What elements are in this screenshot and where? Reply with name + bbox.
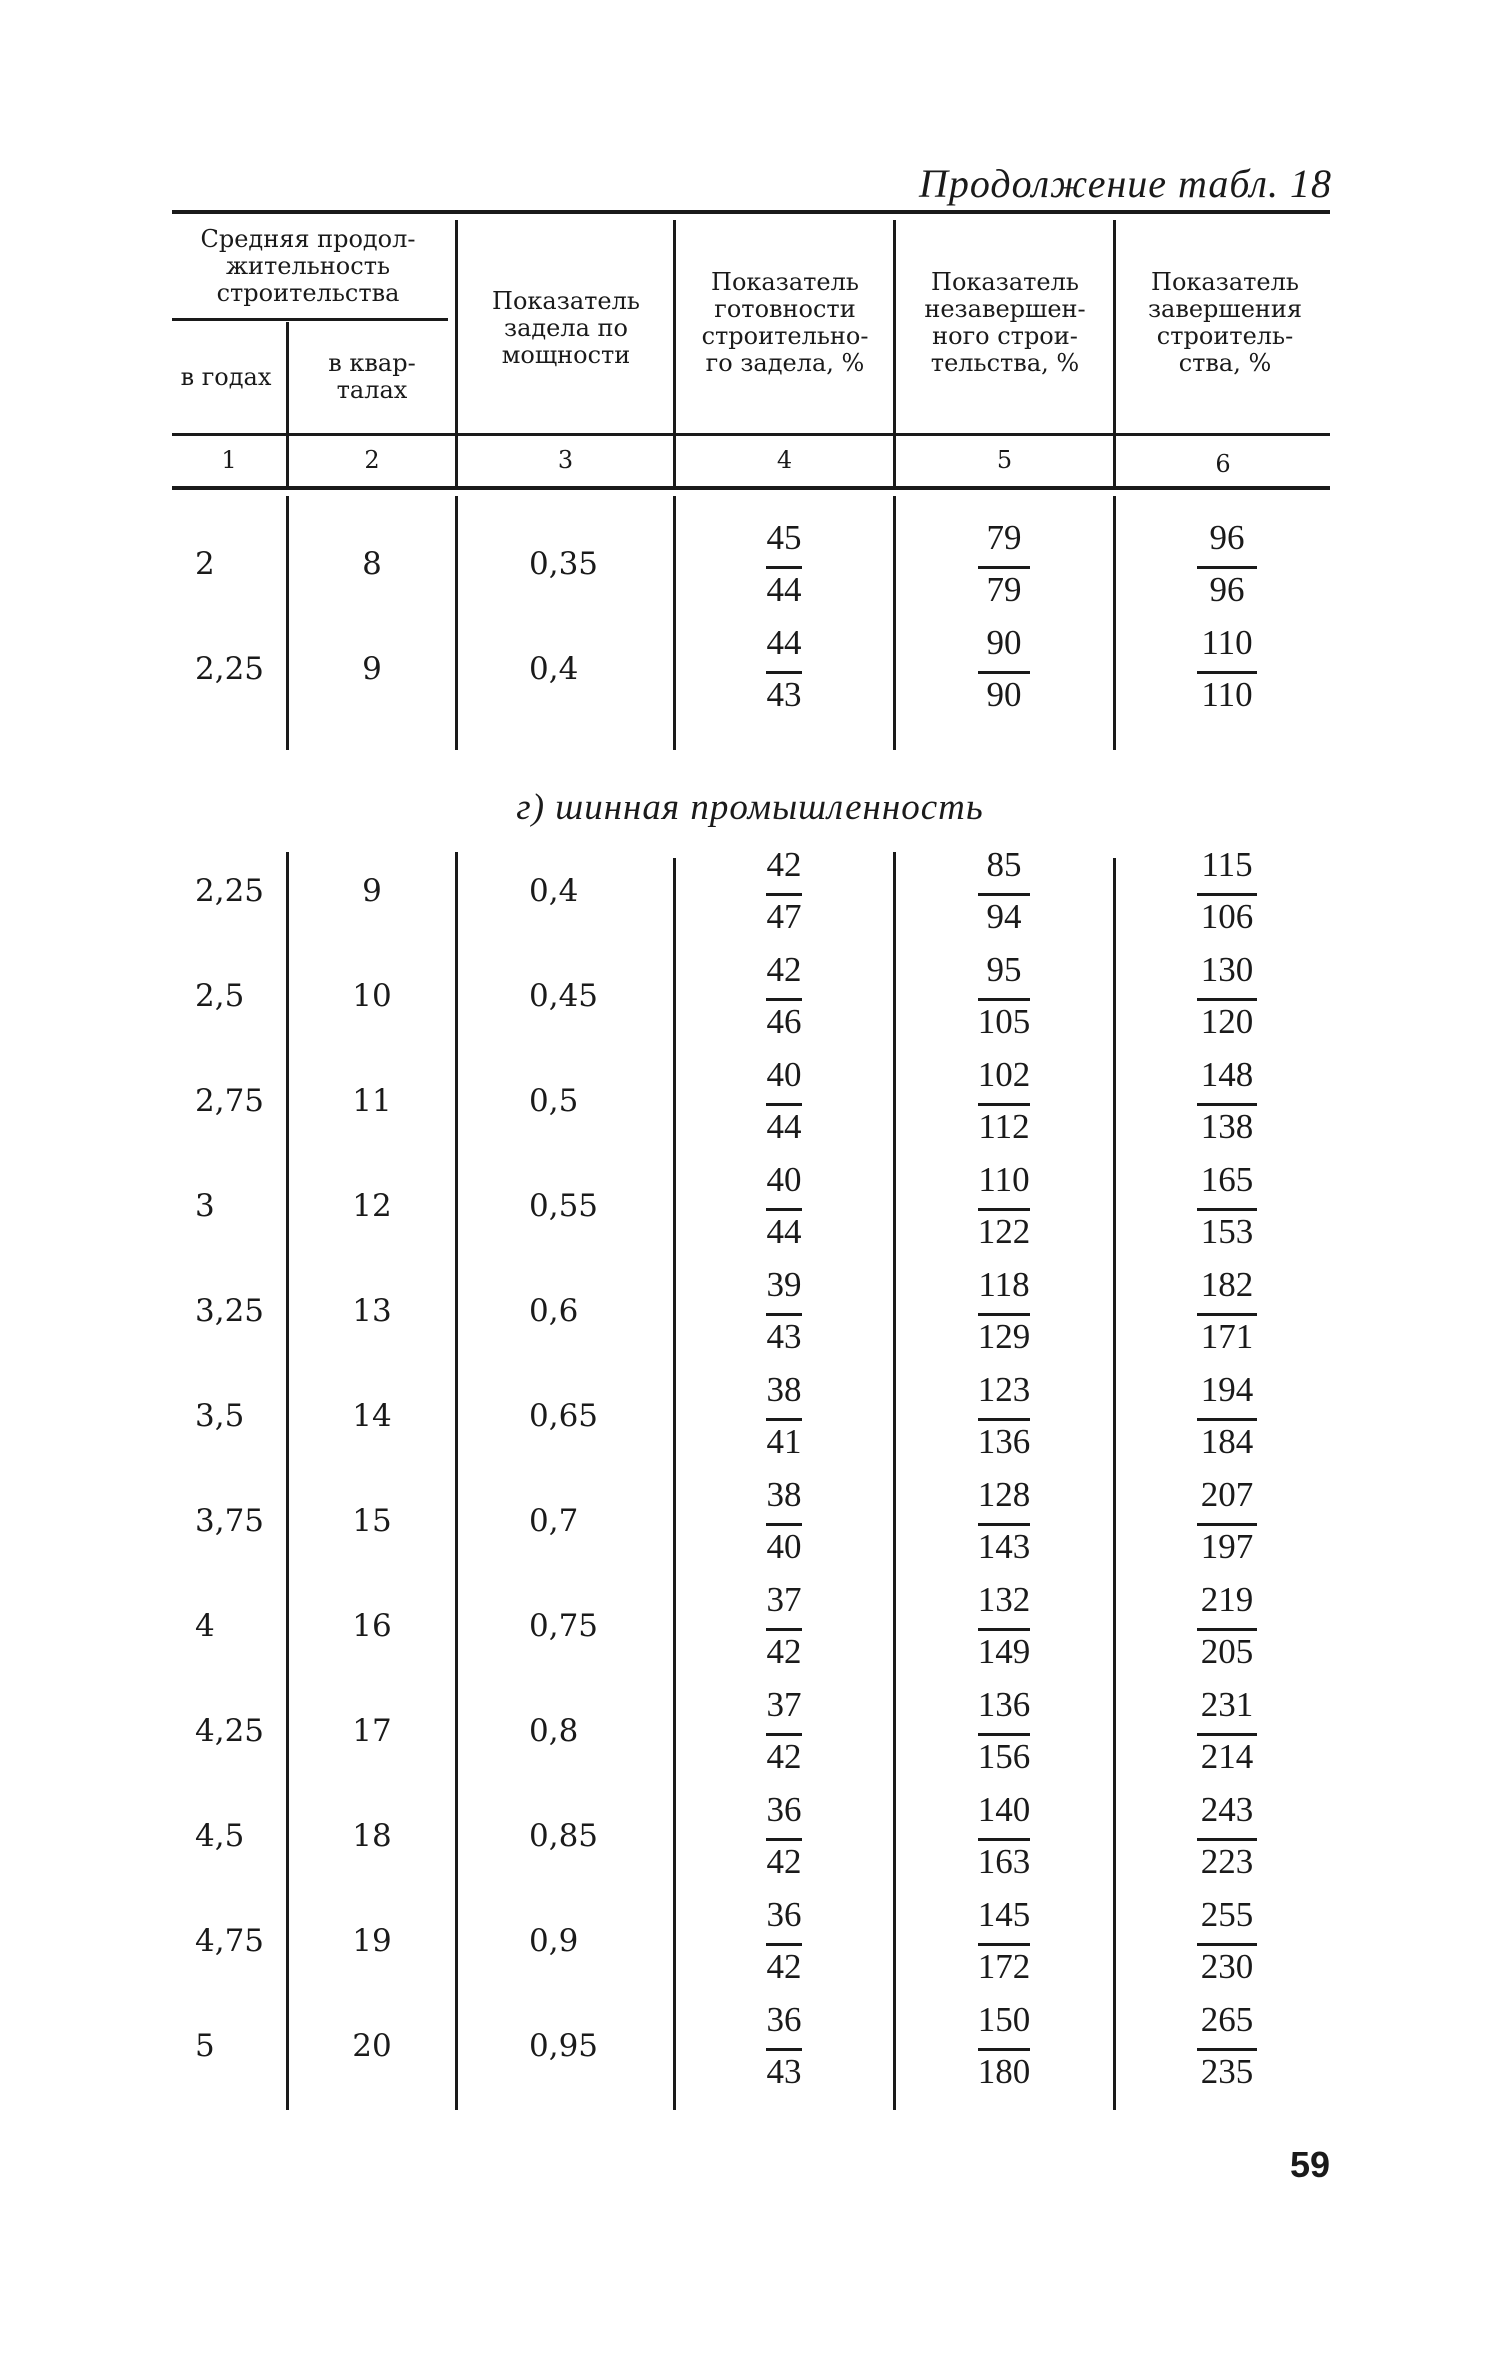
fraction-numerator: 40: [766, 1160, 802, 1199]
fraction-cell: [944, 1055, 1064, 1151]
fraction-numerator: 44: [766, 623, 802, 662]
years-cell: 4: [195, 1608, 215, 1644]
fraction-bar: [1197, 2048, 1257, 2051]
capacity-cell: 0,9: [529, 1923, 579, 1959]
fraction-numerator: 140: [977, 1790, 1031, 1829]
fraction-cell: [944, 1895, 1064, 1991]
years-cell: 3,25: [195, 1293, 265, 1329]
fraction-bar: [766, 671, 802, 674]
fraction-denominator: 138: [1200, 1107, 1254, 1146]
fraction-bar: [766, 893, 802, 896]
years-cell: 4,5: [195, 1818, 245, 1854]
fraction-denominator: 184: [1200, 1422, 1254, 1461]
header-quarters: в квар- талах: [328, 349, 416, 404]
fraction-cell: [944, 518, 1064, 614]
years-cell: 3: [195, 1188, 215, 1224]
fraction-cell: [724, 1580, 844, 1676]
header-unfinished: Показатель незавершен- ного строи- тельства, %: [924, 268, 1086, 377]
column-number: 1: [221, 446, 237, 474]
header-completion: Показатель завершения строитель- ства, %: [1147, 268, 1303, 377]
fraction-numerator: 145: [977, 1895, 1031, 1934]
capacity-cell: 0,8: [529, 1713, 579, 1749]
fraction-bar: [766, 1208, 802, 1211]
fraction-numerator: 243: [1200, 1790, 1254, 1829]
header-years: в годах: [180, 363, 272, 391]
fraction-denominator: 105: [977, 1002, 1031, 1041]
body-divider: [673, 496, 676, 750]
fraction-cell: [944, 1475, 1064, 1571]
column-number: 5: [996, 446, 1013, 474]
fraction-denominator: 172: [977, 1947, 1031, 1986]
fraction-denominator: 44: [766, 1212, 802, 1251]
fraction-denominator: 214: [1200, 1737, 1254, 1776]
colnum-top-rule: [172, 433, 1330, 436]
fraction-numerator: 110: [978, 1160, 1030, 1199]
fraction-cell: [944, 1580, 1064, 1676]
fraction-denominator: 153: [1200, 1212, 1254, 1251]
fraction-cell: [1167, 1685, 1287, 1781]
fraction-bar: [1197, 1943, 1257, 1946]
fraction-numerator: 150: [977, 2000, 1031, 2039]
fraction-denominator: 47: [766, 897, 802, 936]
page-number: 59: [1290, 2144, 1331, 2185]
capacity-cell: 0,55: [529, 1188, 599, 1224]
fraction-bar: [978, 1838, 1030, 1841]
fraction-denominator: 44: [766, 570, 802, 609]
fraction-cell: [724, 518, 844, 614]
fraction-bar: [1197, 1523, 1257, 1526]
fraction-bar: [978, 1628, 1030, 1631]
years-cell: 5: [195, 2028, 215, 2064]
fraction-numerator: 90: [986, 623, 1022, 662]
fraction-cell: [944, 1265, 1064, 1361]
fraction-bar: [766, 998, 802, 1001]
years-cell: 2,5: [195, 978, 245, 1014]
fraction-denominator: 90: [986, 675, 1022, 714]
fraction-numerator: 37: [766, 1580, 802, 1619]
column-number: 3: [557, 446, 574, 474]
fraction-cell: [944, 1685, 1064, 1781]
fraction-bar: [1197, 1838, 1257, 1841]
fraction-numerator: 95: [986, 950, 1022, 989]
fraction-numerator: 38: [766, 1475, 802, 1514]
fraction-denominator: 197: [1200, 1527, 1254, 1566]
fraction-cell: [1167, 845, 1287, 941]
quarters-cell: 17: [352, 1713, 392, 1749]
fraction-denominator: 106: [1200, 897, 1254, 936]
fraction-denominator: 163: [977, 1842, 1031, 1881]
fraction-numerator: 37: [766, 1685, 802, 1724]
fraction-cell: [1167, 1580, 1287, 1676]
fraction-bar: [978, 893, 1030, 896]
fraction-cell: [1167, 1370, 1287, 1466]
fraction-numerator: 128: [977, 1475, 1031, 1514]
section-title: г) шинная промышленность: [516, 787, 984, 828]
fraction-cell: [724, 1685, 844, 1781]
quarters-cell: 12: [352, 1188, 392, 1224]
capacity-cell: 0,85: [529, 1818, 599, 1854]
fraction-cell: [1167, 623, 1287, 719]
fraction-numerator: 36: [766, 1895, 802, 1934]
fraction-denominator: 223: [1200, 1842, 1254, 1881]
body-divider: [455, 852, 458, 2110]
fraction-denominator: 96: [1209, 570, 1245, 609]
fraction-cell: [724, 1370, 844, 1466]
fraction-bar: [978, 2048, 1030, 2051]
header-bottom-rule: [172, 486, 1330, 490]
fraction-denominator: 43: [766, 2052, 802, 2091]
fraction-cell: [944, 950, 1064, 1046]
fraction-bar: [1197, 893, 1257, 896]
fraction-numerator: 102: [977, 1055, 1031, 1094]
fraction-bar: [1197, 1418, 1257, 1421]
fraction-denominator: 205: [1200, 1632, 1254, 1671]
fraction-numerator: 148: [1200, 1055, 1254, 1094]
capacity-cell: 0,4: [529, 873, 579, 909]
fraction-bar: [766, 1103, 802, 1106]
fraction-numerator: 36: [766, 1790, 802, 1829]
fraction-cell: [724, 1265, 844, 1361]
quarters-cell: 15: [352, 1503, 392, 1539]
fraction-cell: [724, 1895, 844, 1991]
fraction-numerator: 118: [978, 1265, 1030, 1304]
fraction-denominator: 94: [986, 897, 1022, 936]
fraction-bar: [766, 1418, 802, 1421]
fraction-bar: [1197, 1733, 1257, 1736]
fraction-denominator: 143: [977, 1527, 1031, 1566]
quarters-cell: 11: [352, 1083, 392, 1119]
fraction-numerator: 207: [1200, 1475, 1254, 1514]
fraction-bar: [1197, 671, 1257, 674]
fraction-cell: [724, 1475, 844, 1571]
fraction-cell: [1167, 1790, 1287, 1886]
fraction-cell: [724, 1160, 844, 1256]
table-continuation-caption: Продолжение табл. 18: [918, 161, 1332, 206]
fraction-cell: [1167, 1895, 1287, 1991]
fraction-denominator: 136: [977, 1422, 1031, 1461]
capacity-cell: 0,75: [529, 1608, 599, 1644]
fraction-bar: [766, 1628, 802, 1631]
fraction-bar: [1197, 1208, 1257, 1211]
fraction-cell: [1167, 1055, 1287, 1151]
years-cell: 4,25: [195, 1713, 265, 1749]
capacity-cell: 0,4: [529, 651, 579, 687]
fraction-cell: [944, 845, 1064, 941]
column-number: 6: [1215, 450, 1231, 478]
fraction-numerator: 85: [986, 845, 1022, 884]
fraction-cell: [724, 2000, 844, 2096]
body-divider: [893, 496, 896, 750]
column-number: 4: [776, 446, 793, 474]
fraction-numerator: 42: [766, 845, 802, 884]
fraction-denominator: 42: [766, 1947, 802, 1986]
fraction-denominator: 120: [1200, 1002, 1254, 1041]
fraction-bar: [978, 1208, 1030, 1211]
fraction-numerator: 130: [1200, 950, 1254, 989]
fraction-bar: [1197, 1313, 1257, 1316]
table-top-rule: [172, 210, 1330, 214]
years-cell: 2,25: [195, 651, 265, 687]
fraction-denominator: 44: [766, 1107, 802, 1146]
fraction-denominator: 43: [766, 1317, 802, 1356]
fraction-bar: [766, 566, 802, 569]
fraction-numerator: 123: [977, 1370, 1031, 1409]
fraction-numerator: 40: [766, 1055, 802, 1094]
capacity-cell: 0,6: [529, 1293, 579, 1329]
fraction-numerator: 231: [1200, 1685, 1254, 1724]
fraction-denominator: 156: [977, 1737, 1031, 1776]
fraction-bar: [1197, 566, 1257, 569]
fraction-bar: [1197, 1628, 1257, 1631]
fraction-numerator: 194: [1200, 1370, 1254, 1409]
quarters-cell: 9: [362, 873, 382, 909]
fraction-numerator: 45: [766, 518, 802, 557]
fraction-numerator: 182: [1200, 1265, 1254, 1304]
fraction-denominator: 235: [1200, 2052, 1254, 2091]
fraction-cell: [1167, 1265, 1287, 1361]
capacity-cell: 0,35: [529, 546, 599, 582]
body-divider: [893, 852, 896, 2110]
column-number: 2: [364, 446, 380, 474]
quarters-cell: 20: [352, 2028, 392, 2064]
years-cell: 2,25: [195, 873, 265, 909]
fraction-denominator: 129: [977, 1317, 1031, 1356]
capacity-cell: 0,65: [529, 1398, 599, 1434]
years-cell: 2: [195, 546, 215, 582]
header-duration-group: Средняя продол- жительность строительства: [200, 225, 416, 307]
fraction-numerator: 36: [766, 2000, 802, 2039]
fraction-numerator: 132: [977, 1580, 1031, 1619]
fraction-denominator: 110: [1201, 675, 1253, 714]
fraction-denominator: 42: [766, 1737, 802, 1776]
quarters-cell: 18: [352, 1818, 392, 1854]
fraction-bar: [978, 671, 1030, 674]
group-sub-rule: [172, 318, 448, 321]
fraction-denominator: 171: [1200, 1317, 1254, 1356]
fraction-numerator: 38: [766, 1370, 802, 1409]
years-cell: 3,75: [195, 1503, 265, 1539]
fraction-bar: [766, 1733, 802, 1736]
fraction-cell: [944, 1790, 1064, 1886]
years-cell: 4,75: [195, 1923, 265, 1959]
fraction-cell: [1167, 1160, 1287, 1256]
body-divider: [286, 852, 289, 2110]
fraction-numerator: 115: [1201, 845, 1253, 884]
body-divider: [286, 496, 289, 750]
fraction-bar: [978, 1313, 1030, 1316]
fraction-cell: [724, 845, 844, 941]
fraction-numerator: 42: [766, 950, 802, 989]
fraction-bar: [978, 1418, 1030, 1421]
fraction-denominator: 149: [977, 1632, 1031, 1671]
fraction-cell: [1167, 2000, 1287, 2096]
fraction-denominator: 42: [766, 1632, 802, 1671]
fraction-bar: [766, 1523, 802, 1526]
fraction-bar: [766, 2048, 802, 2051]
fraction-denominator: 180: [977, 2052, 1031, 2091]
fraction-numerator: 96: [1209, 518, 1245, 557]
fraction-bar: [766, 1838, 802, 1841]
fraction-denominator: 230: [1200, 1947, 1254, 1986]
capacity-cell: 0,7: [529, 1503, 579, 1539]
fraction-numerator: 219: [1200, 1580, 1254, 1619]
fraction-bar: [978, 566, 1030, 569]
fraction-numerator: 265: [1200, 2000, 1254, 2039]
body-divider: [1113, 496, 1116, 750]
header-divider: [1113, 220, 1116, 488]
fraction-numerator: 165: [1200, 1160, 1254, 1199]
quarters-cell: 19: [352, 1923, 392, 1959]
fraction-bar: [1197, 1103, 1257, 1106]
quarters-cell: 14: [352, 1398, 392, 1434]
fraction-cell: [724, 950, 844, 1046]
fraction-cell: [944, 1160, 1064, 1256]
years-cell: 2,75: [195, 1083, 265, 1119]
quarters-cell: 13: [352, 1293, 392, 1329]
fraction-cell: [1167, 950, 1287, 1046]
fraction-bar: [766, 1313, 802, 1316]
fraction-denominator: 42: [766, 1842, 802, 1881]
body-divider: [673, 858, 676, 2110]
body-divider: [455, 496, 458, 750]
header-capacity: Показатель задела по мощности: [492, 287, 640, 369]
fraction-numerator: 136: [977, 1685, 1031, 1724]
fraction-bar: [978, 1523, 1030, 1526]
fraction-cell: [724, 1790, 844, 1886]
fraction-bar: [1197, 998, 1257, 1001]
fraction-bar: [766, 1943, 802, 1946]
quarters-cell: 9: [362, 651, 382, 687]
fraction-cell: [1167, 1475, 1287, 1571]
fraction-bar: [978, 998, 1030, 1001]
capacity-cell: 0,45: [529, 978, 599, 1014]
fraction-numerator: 79: [986, 518, 1022, 557]
fraction-cell: [944, 1370, 1064, 1466]
body-divider: [1113, 858, 1116, 2110]
quarters-cell: 10: [352, 978, 392, 1014]
fraction-numerator: 255: [1200, 1895, 1254, 1934]
quarters-cell: 16: [352, 1608, 392, 1644]
fraction-numerator: 110: [1201, 623, 1253, 662]
fraction-cell: [1167, 518, 1287, 614]
fraction-denominator: 112: [978, 1107, 1030, 1146]
fraction-denominator: 40: [766, 1527, 802, 1566]
fraction-cell: [724, 1055, 844, 1151]
fraction-denominator: 41: [766, 1422, 802, 1461]
capacity-cell: 0,5: [529, 1083, 579, 1119]
fraction-bar: [978, 1733, 1030, 1736]
capacity-cell: 0,95: [529, 2028, 599, 2064]
fraction-cell: [724, 623, 844, 719]
fraction-denominator: 79: [986, 570, 1022, 609]
quarters-cell: 8: [362, 546, 382, 582]
fraction-bar: [978, 1943, 1030, 1946]
fraction-bar: [978, 1103, 1030, 1106]
fraction-cell: [944, 2000, 1064, 2096]
fraction-denominator: 122: [977, 1212, 1031, 1251]
header-readiness: Показатель готовности строительно- го задела, %: [701, 268, 869, 377]
fraction-numerator: 39: [766, 1265, 802, 1304]
fraction-denominator: 43: [766, 675, 802, 714]
years-cell: 3,5: [195, 1398, 245, 1434]
fraction-denominator: 46: [766, 1002, 802, 1041]
fraction-cell: [944, 623, 1064, 719]
